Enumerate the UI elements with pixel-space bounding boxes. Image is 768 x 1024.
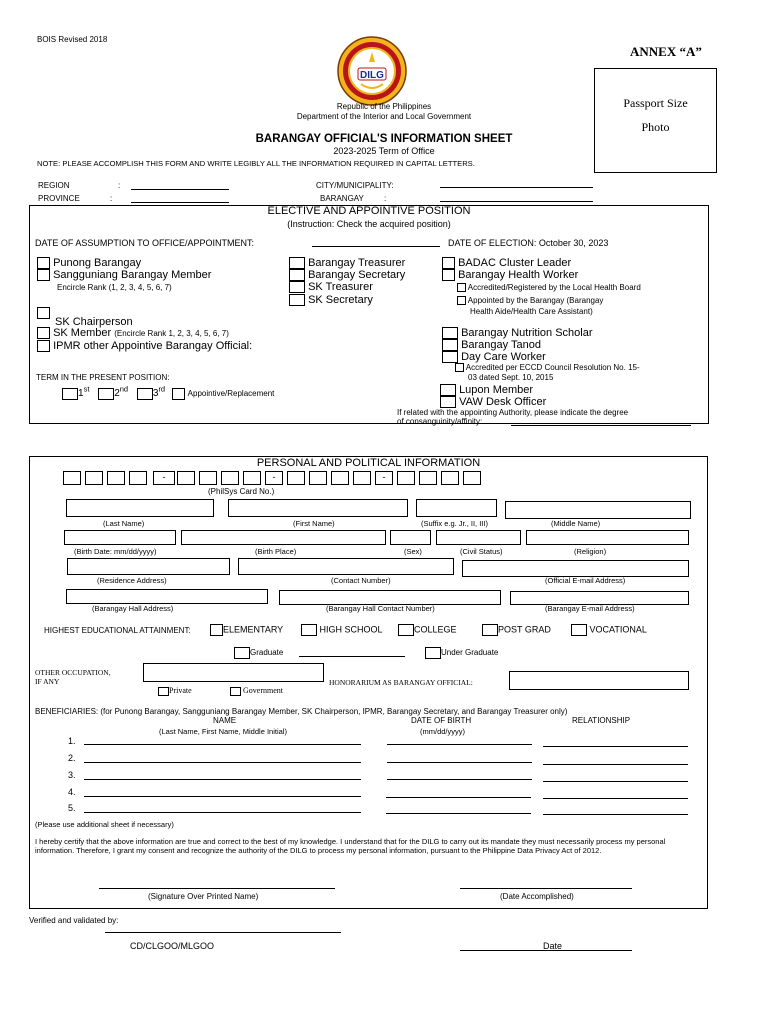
- option-sangguniang-member[interactable]: [37, 269, 211, 281]
- date-accomplished-field[interactable]: [460, 888, 632, 889]
- checkbox[interactable]: [301, 624, 317, 636]
- civil-status-label: (Civil Status): [460, 547, 503, 556]
- edu-graduate[interactable]: [234, 647, 283, 659]
- bene-2-name[interactable]: [84, 762, 361, 763]
- suffix-label: (Suffix e.g. Jr., II, III): [421, 519, 488, 528]
- region-label: REGION: [38, 181, 70, 190]
- official-email-label: (Official E-mail Address): [545, 576, 626, 585]
- barangay-field[interactable]: [440, 201, 593, 202]
- option-label: BADAC Cluster Leader: [458, 257, 572, 269]
- bene-3-rel[interactable]: [543, 781, 688, 782]
- option-label: Appointed by the Barangay (Barangay: [467, 296, 604, 305]
- option-sk-treasurer[interactable]: [289, 281, 373, 293]
- photo-label-photo: Photo: [641, 120, 670, 134]
- religion-input[interactable]: [526, 530, 689, 545]
- bene-1-rel[interactable]: [543, 746, 688, 747]
- signature-field[interactable]: [99, 888, 335, 889]
- option-label: Barangay Secretary: [308, 269, 406, 281]
- checkbox[interactable]: [440, 396, 456, 408]
- birth-place-input[interactable]: [181, 530, 386, 545]
- checkbox[interactable]: [457, 283, 466, 292]
- government-label: Government: [243, 686, 283, 695]
- photo-label-size: Passport Size: [623, 96, 688, 110]
- option-label: Lupon Member: [459, 384, 534, 396]
- photo-box: [594, 68, 717, 173]
- checkbox[interactable]: [62, 388, 78, 400]
- checkbox[interactable]: [234, 647, 250, 659]
- checkbox[interactable]: [37, 327, 50, 339]
- signature-label: (Signature Over Printed Name): [148, 892, 259, 901]
- personal-heading: PERSONAL AND POLITICAL INFORMATION: [256, 457, 481, 469]
- philsys-dash: -: [153, 471, 175, 485]
- official-email-input[interactable]: [462, 560, 689, 577]
- edu-vocational[interactable]: [571, 624, 647, 636]
- option-sk-secretary[interactable]: [289, 294, 373, 306]
- checkbox[interactable]: [289, 281, 305, 293]
- term-1-option[interactable]: [62, 385, 90, 400]
- barangay-label: BARANGAY: [320, 194, 364, 203]
- bene-2-dob[interactable]: [387, 762, 532, 763]
- option-label: Day Care Worker: [461, 351, 546, 363]
- sk-chairperson-label: SK Chairperson: [55, 316, 133, 328]
- option-bhw-appointed[interactable]: [457, 296, 603, 305]
- bene-name-header: NAME: [213, 716, 237, 725]
- term-options: [62, 385, 274, 400]
- checkbox[interactable]: [442, 351, 458, 363]
- philsys-label: (PhilSys Card No.): [208, 487, 275, 496]
- last-name-label: (Last Name): [103, 519, 145, 528]
- checkbox[interactable]: [37, 307, 50, 319]
- eccd-cont: 03 dated Sept. 10, 2015: [468, 373, 554, 382]
- region-colon: :: [118, 181, 121, 190]
- edu-college[interactable]: [398, 624, 457, 636]
- religion-label: (Religion): [574, 547, 607, 556]
- contact-label: (Contact Number): [331, 576, 391, 585]
- term-1-sup: st: [83, 385, 90, 394]
- checkbox[interactable]: [158, 687, 169, 696]
- philsys-dash: -: [375, 471, 393, 485]
- appointive-label: Appointive/Replacement: [187, 389, 275, 399]
- option-barangay-treasurer[interactable]: [289, 257, 405, 269]
- philsys-card-input[interactable]: [63, 471, 488, 485]
- option-label: Accredited per ECCD Council Resolution No. 15-: [465, 363, 640, 372]
- option-tanod[interactable]: [442, 339, 541, 351]
- province-label: PROVINCE: [38, 194, 80, 203]
- city-field[interactable]: [440, 187, 593, 188]
- option-label: Barangay Tanod: [461, 339, 541, 351]
- option-daycare[interactable]: [442, 351, 546, 363]
- bene-dob-header: DATE OF BIRTH: [411, 716, 472, 725]
- verifier-signature-field[interactable]: [105, 932, 341, 933]
- checkbox[interactable]: [289, 294, 305, 306]
- consanguinity-field[interactable]: [511, 425, 691, 426]
- checkbox[interactable]: [457, 296, 466, 305]
- occ-private[interactable]: [158, 686, 192, 696]
- bene-row-num: 4.: [68, 787, 76, 797]
- annex-label: ANNEX “A”: [630, 44, 702, 59]
- bene-3-dob[interactable]: [387, 779, 532, 780]
- position-instruction: (Instruction: Check the acquired position): [287, 219, 451, 229]
- checkbox[interactable]: [37, 257, 50, 269]
- bene-5-rel[interactable]: [543, 814, 688, 815]
- checkbox[interactable]: [98, 388, 114, 400]
- edu-postgrad[interactable]: [482, 624, 551, 636]
- option-punong-barangay[interactable]: [37, 257, 141, 269]
- term-2-sup: nd: [119, 385, 129, 394]
- republic-label: Republic of the Philippines: [336, 102, 432, 111]
- hall-address-input[interactable]: [66, 589, 268, 604]
- checkbox[interactable]: [442, 269, 455, 281]
- dilg-seal-text: DILG: [360, 70, 384, 81]
- bene-row-num: 2.: [68, 753, 76, 763]
- brgy-email-input[interactable]: [510, 591, 689, 605]
- bhw-appointed-cont: Health Aide/Health Care Assistant): [470, 307, 593, 316]
- suffix-input[interactable]: [416, 499, 497, 517]
- graduate-label: Graduate: [250, 648, 284, 658]
- checkbox[interactable]: [289, 269, 305, 281]
- checkbox[interactable]: [442, 257, 455, 269]
- graduate-field[interactable]: [299, 656, 405, 657]
- bene-row-num: 5.: [68, 803, 76, 813]
- edu-highschool-label: HIGH SCHOOL: [319, 624, 383, 635]
- term-3-option[interactable]: [137, 385, 166, 400]
- checkbox[interactable]: [37, 340, 50, 352]
- term-2-option[interactable]: [98, 385, 129, 400]
- revision-label: BOIS Revised 2018: [37, 35, 108, 44]
- option-label: IPMR other Appointive Barangay Official:: [53, 340, 253, 352]
- province-field[interactable]: [131, 202, 229, 203]
- term-2-label: 2: [114, 388, 120, 400]
- edu-college-label: COLLEGE: [414, 624, 457, 635]
- edu-highschool[interactable]: [301, 624, 383, 636]
- assumption-field[interactable]: [312, 246, 440, 247]
- term-3-label: 3: [152, 388, 159, 400]
- date-accomplished-label: (Date Accomplished): [500, 892, 574, 901]
- hall-contact-input[interactable]: [279, 590, 501, 605]
- other-occupation-label-2: IF ANY: [35, 677, 60, 686]
- checkbox[interactable]: [442, 327, 458, 339]
- edu-elementary-label: ELEMENTARY: [223, 624, 284, 635]
- bene-4-rel[interactable]: [543, 798, 688, 799]
- last-name-input[interactable]: [66, 499, 214, 517]
- checkbox[interactable]: [398, 624, 414, 636]
- civil-status-input[interactable]: [436, 530, 521, 545]
- checkbox[interactable]: [571, 624, 587, 636]
- private-label: Private: [169, 686, 192, 695]
- related-label: of consanguinity/affinity:: [397, 417, 483, 426]
- education-label: HIGHEST EDUCATIONAL ATTAINMENT:: [44, 626, 191, 635]
- option-ipmr[interactable]: [37, 340, 252, 352]
- bene-4-dob[interactable]: [386, 797, 531, 798]
- dilg-seal-icon: [337, 36, 407, 106]
- contact-number-input[interactable]: [238, 558, 454, 575]
- term-3-sup: rd: [158, 385, 166, 394]
- first-name-label: (First Name): [293, 519, 335, 528]
- option-label: Barangay Treasurer: [308, 257, 406, 269]
- option-label: Sangguniang Barangay Member: [53, 269, 212, 281]
- department-label: Department of the Interior and Local Government: [296, 112, 472, 121]
- checkbox[interactable]: [230, 687, 241, 696]
- encircle-rank-note: Encircle Rank (1, 2, 3, 4, 5, 6, 7): [57, 283, 172, 292]
- checkbox[interactable]: [137, 388, 153, 400]
- sk-member-rank-note: (Encircle Rank 1, 2, 3, 4, 5, 6, 7): [114, 329, 229, 338]
- option-label: SK Secretary: [308, 294, 373, 306]
- honorarium-label: HONORARIUM AS BARANGAY OFFICIAL:: [329, 678, 473, 687]
- option-label: SK Treasurer: [308, 281, 373, 293]
- bene-rel-header: RELATIONSHIP: [572, 716, 631, 725]
- middle-name-input[interactable]: [505, 501, 691, 519]
- province-colon: :: [110, 194, 113, 203]
- bene-row-num: 3.: [68, 770, 76, 780]
- occ-government[interactable]: [230, 686, 283, 696]
- verified-label: Verified and validated by:: [29, 916, 119, 925]
- checkbox[interactable]: [442, 339, 458, 351]
- option-label: Barangay Nutrition Scholar: [461, 327, 593, 339]
- residence-label: (Residence Address): [97, 576, 167, 585]
- additional-sheet-note: (Please use additional sheet if necessary): [35, 820, 174, 829]
- first-name-input[interactable]: [228, 499, 408, 517]
- clgoo-label: CD/CLGOO/MLGOO: [130, 941, 215, 951]
- verify-date-label: Date: [543, 941, 563, 951]
- term-label: TERM IN THE PRESENT POSITION:: [36, 373, 170, 382]
- bene-name-sub: (Last Name, First Name, Middle Initial): [159, 727, 287, 736]
- edu-vocational-label: VOCATIONAL: [589, 624, 647, 635]
- beneficiaries-label: BENEFICIARIES: (for Punong Barangay, Sangguniang Barangay Member, SK Chairperson, IPMR, Barangay Secretary, and Barangay Treasurer only): [35, 707, 568, 716]
- brgy-email-label: (Barangay E-mail Address): [545, 604, 635, 613]
- other-occupation-label: OTHER OCCUPATION,: [35, 668, 111, 677]
- city-label: CITY/MUNICIPALITY:: [316, 181, 394, 190]
- option-label: Punong Barangay: [53, 257, 142, 269]
- checkbox[interactable]: [455, 363, 464, 372]
- bene-5-dob[interactable]: [386, 813, 531, 814]
- checkbox[interactable]: [210, 624, 223, 636]
- option-badac[interactable]: [442, 257, 571, 269]
- checkbox[interactable]: [289, 257, 305, 269]
- bene-3-name[interactable]: [84, 779, 361, 780]
- option-bhw[interactable]: [442, 269, 578, 281]
- option-bhw-accredited[interactable]: [457, 283, 641, 292]
- edu-undergrad[interactable]: [425, 647, 498, 659]
- option-vaw[interactable]: [440, 396, 546, 408]
- edu-postgrad-label: POST GRAD: [498, 624, 551, 635]
- birth-date-label: (Birth Date: mm/dd/yyyy): [74, 547, 157, 556]
- election-date: DATE OF ELECTION: October 30, 2023: [448, 238, 609, 248]
- other-occupation-input[interactable]: [143, 663, 324, 682]
- option-barangay-secretary[interactable]: [289, 269, 405, 281]
- option-label: Accredited/Registered by the Local Health Board: [467, 283, 641, 292]
- philsys-dash: -: [265, 471, 283, 485]
- position-heading: ELECTIVE AND APPOINTIVE POSITION: [267, 205, 471, 217]
- middle-name-label: (Middle Name): [551, 519, 601, 528]
- hall-contact-label: (Barangay Hall Contact Number): [326, 604, 435, 613]
- option-lupon[interactable]: [440, 384, 533, 396]
- bene-1-name[interactable]: [84, 744, 361, 745]
- checkbox[interactable]: [37, 269, 50, 281]
- undergrad-label: Under Graduate: [441, 648, 499, 658]
- bene-1-dob[interactable]: [387, 744, 532, 745]
- checkbox[interactable]: [440, 384, 456, 396]
- term-of-office: 2023-2025 Term of Office: [333, 146, 435, 156]
- page-title: BARANGAY OFFICIAL'S INFORMATION SHEET: [255, 133, 513, 145]
- bene-dob-sub: (mm/dd/yyyy): [420, 727, 465, 736]
- bene-5-name[interactable]: [84, 812, 361, 813]
- option-eccd[interactable]: [455, 363, 640, 372]
- option-sk-member[interactable]: [37, 327, 229, 339]
- certification-text: I hereby certify that the above information are true and correct to the best of my knowledge. I understand that for the DILG to carry out its mandate they must necessarily process my personal information. Therefore, I grant my consent and recognize the authority of the DILG to process my personal information, pursuant to the Philippine Data Privacy Act of 2012.: [35, 837, 666, 855]
- checkbox[interactable]: [172, 388, 185, 400]
- edu-elementary[interactable]: [210, 624, 283, 636]
- honorarium-input[interactable]: [509, 671, 689, 690]
- bene-2-rel[interactable]: [543, 764, 688, 765]
- residence-input[interactable]: [67, 558, 230, 575]
- bene-row-num: 1.: [68, 736, 76, 746]
- term-appointive-option[interactable]: [172, 388, 275, 399]
- birth-date-input[interactable]: [64, 530, 176, 545]
- assumption-label: DATE OF ASSUMPTION TO OFFICE/APPOINTMENT:: [35, 238, 255, 248]
- checkbox[interactable]: [482, 624, 498, 636]
- option-sk-chairperson[interactable]: [37, 307, 50, 319]
- form-note: NOTE: PLEASE ACCOMPLISH THIS FORM AND WRITE LEGIBLY ALL THE INFORMATION REQUIRED IN CAPITAL LETTERS.: [37, 159, 475, 168]
- option-label: VAW Desk Officer: [459, 396, 547, 408]
- option-label: SK Member: [53, 327, 112, 339]
- bene-4-name[interactable]: [84, 796, 361, 797]
- sex-input[interactable]: [390, 530, 431, 545]
- birth-place-label: (Birth Place): [255, 547, 297, 556]
- checkbox[interactable]: [425, 647, 441, 659]
- term-1-label: 1: [78, 388, 84, 400]
- sex-label: (Sex): [404, 547, 422, 556]
- related-note: If related with the appointing Authority, please indicate the degree: [397, 408, 629, 417]
- hall-address-label: (Barangay Hall Address): [92, 604, 174, 613]
- dilg-seal: [337, 36, 407, 106]
- option-label: Barangay Health Worker: [458, 269, 579, 281]
- region-field[interactable]: [131, 189, 229, 190]
- option-bns[interactable]: [442, 327, 593, 339]
- barangay-colon: :: [384, 194, 387, 203]
